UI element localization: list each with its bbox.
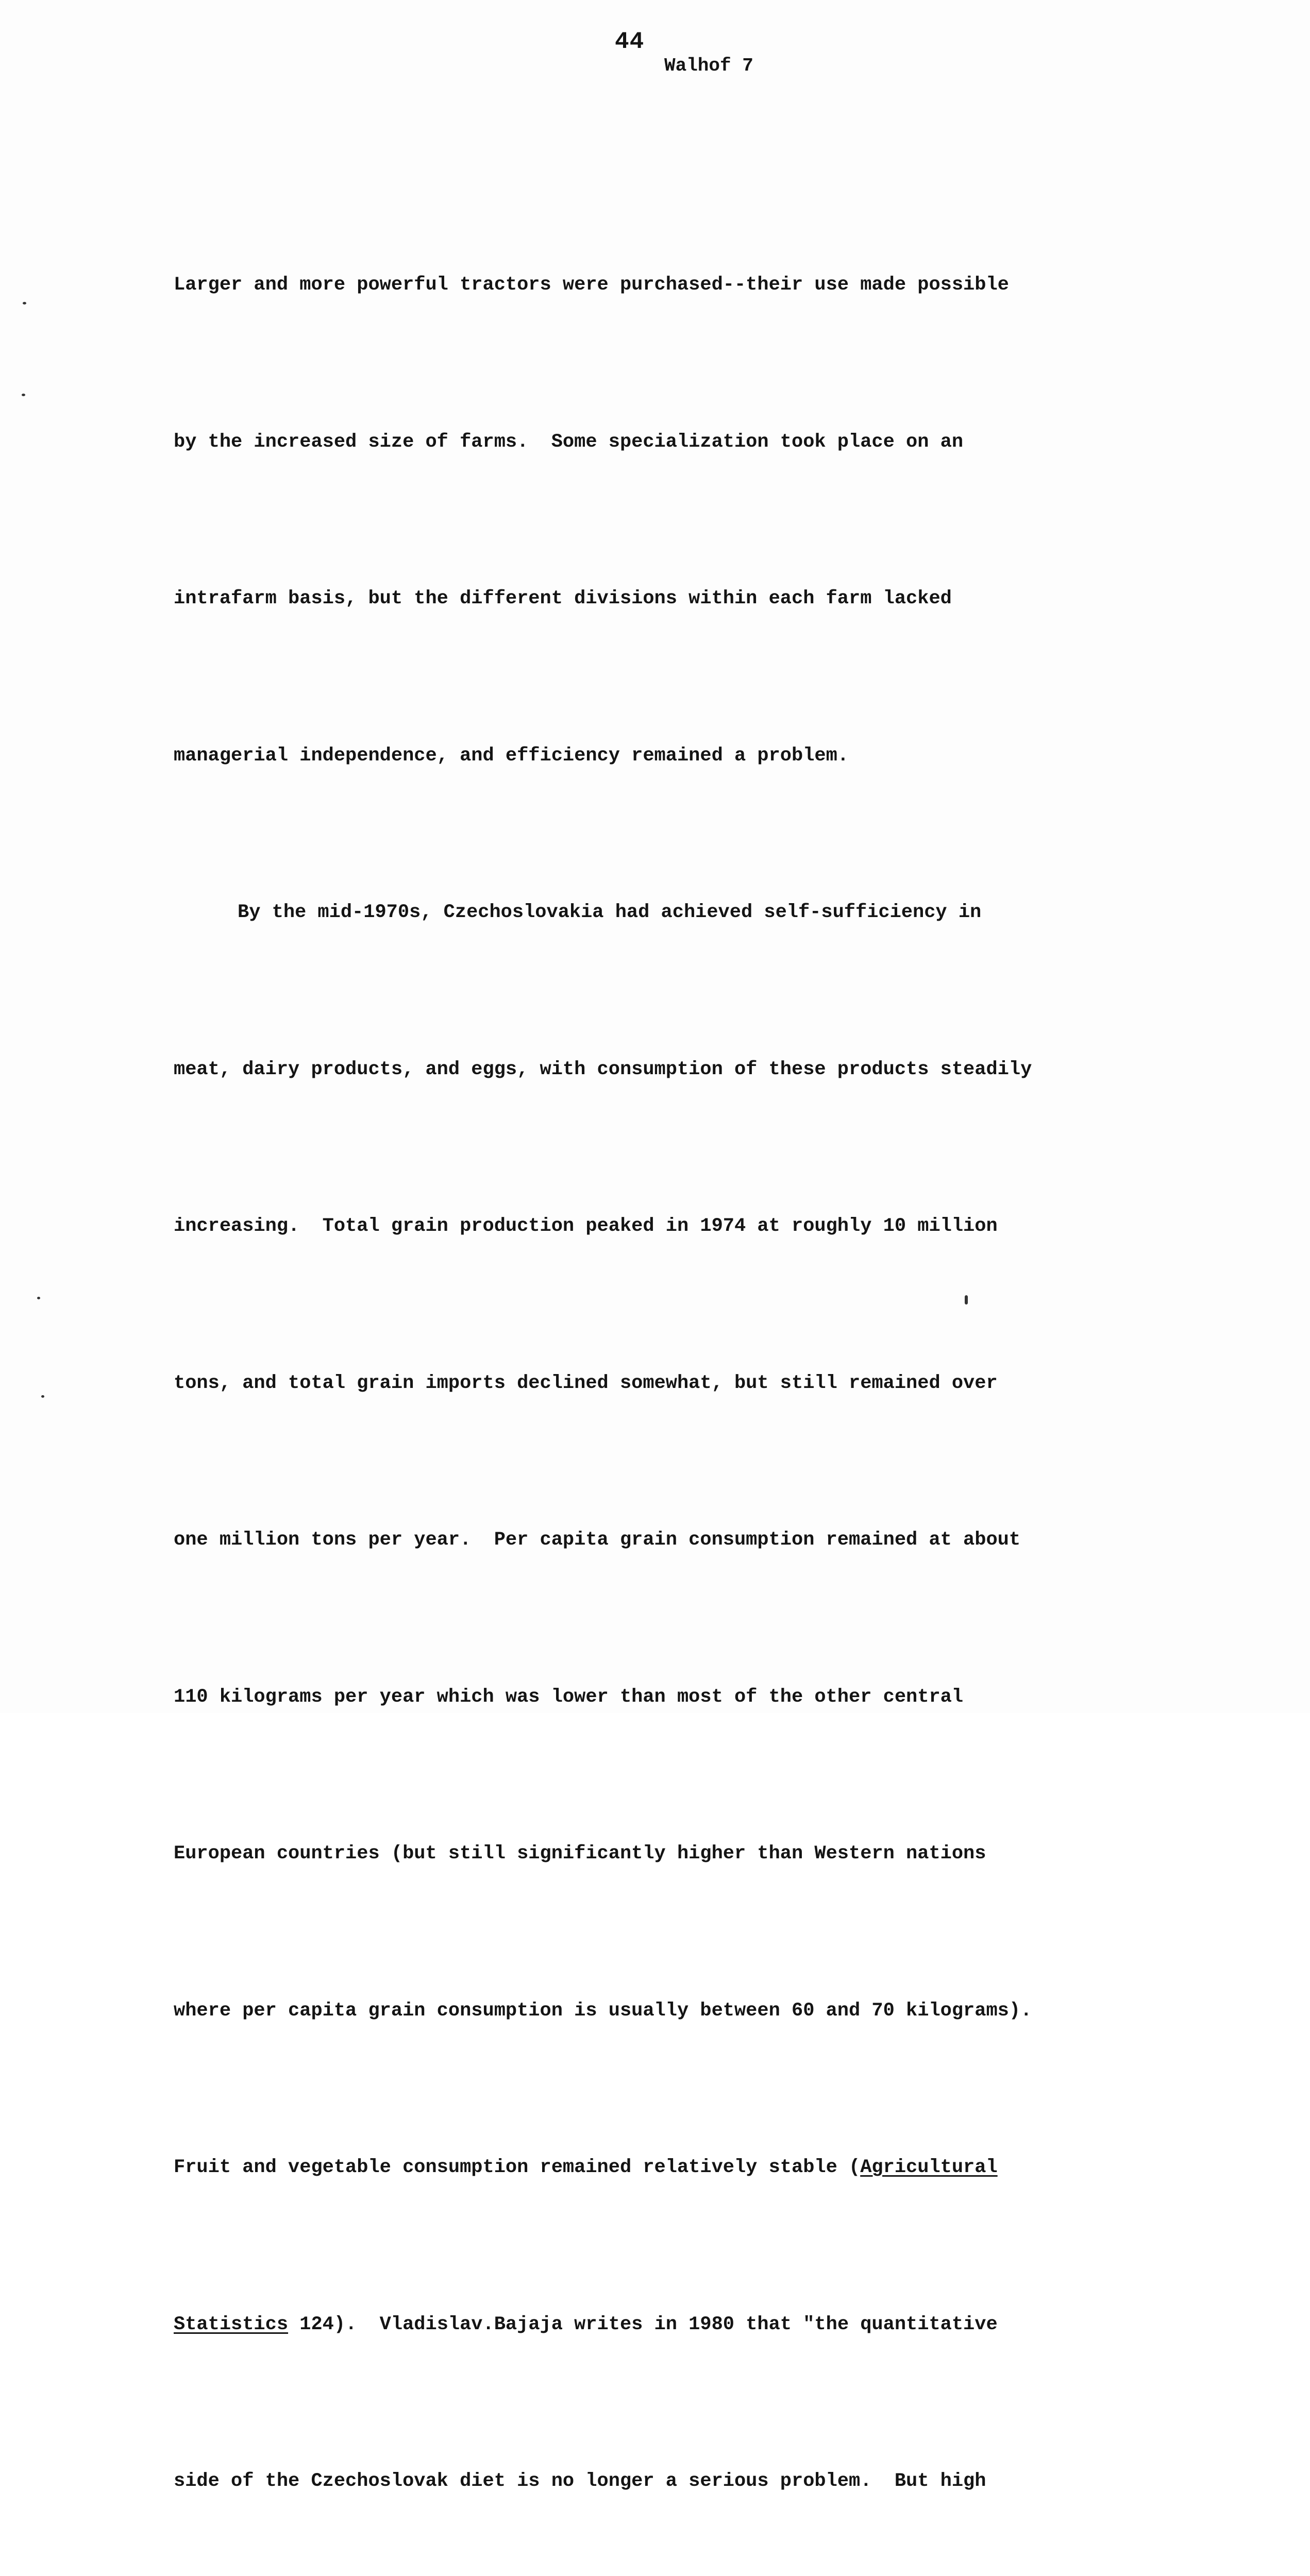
text-line <box>174 2299 1153 2351</box>
scan-speck <box>23 302 26 304</box>
body-text <box>174 155 1153 2576</box>
text-segment: Fruit and vegetable consumption remained relatively stable ( <box>174 2157 861 2178</box>
text-segment: 124). Vladislav.Bajaja writes in 1980 that "the quantitative <box>288 2313 998 2335</box>
cited-title: Statistics <box>174 2313 289 2335</box>
text-line: increasing. Total grain production peaked in 1974 at roughly 10 million <box>174 1215 998 1237</box>
page-number: 44 <box>615 28 645 55</box>
running-head: Walhof 7 <box>664 55 753 76</box>
scan-speck <box>37 1297 40 1299</box>
text-line: 110 kilograms per year which was lower than most of the other central <box>174 1686 964 1708</box>
text-line: Larger and more powerful tractors were purchased--their use made possible <box>174 274 1009 296</box>
text-line <box>174 2142 1153 2194</box>
text-line: intrafarm basis, but the different divisions within each farm lacked <box>174 588 952 609</box>
text-line: side of the Czechoslovak diet is no longer a serious problem. But high <box>174 2470 986 2492</box>
scan-speck <box>41 1395 44 1398</box>
cited-title: Agricultural <box>860 2157 998 2178</box>
text-line: managerial independence, and efficiency remained a problem. <box>174 744 849 767</box>
text-line: where per capita grain consumption is usually between 60 and 70 kilograms). <box>174 1999 1032 2022</box>
scan-speck <box>965 1295 968 1304</box>
paragraph-first-line: By the mid-1970s, Czechoslovakia had achieved self-sufficiency in <box>238 902 982 923</box>
text-line: tons, and total grain imports declined somewhat, but still remained over <box>174 1372 998 1394</box>
scan-speck <box>22 394 25 396</box>
text-line: European countries (but still significantly higher than Western nations <box>174 1843 986 1865</box>
text-line: one million tons per year. Per capita grain consumption remained at about <box>174 1529 1021 1551</box>
text-line: by the increased size of farms. Some specialization took place on an <box>174 431 964 453</box>
text-line: meat, dairy products, and eggs, with consumption of these products steadily <box>174 1058 1032 1080</box>
